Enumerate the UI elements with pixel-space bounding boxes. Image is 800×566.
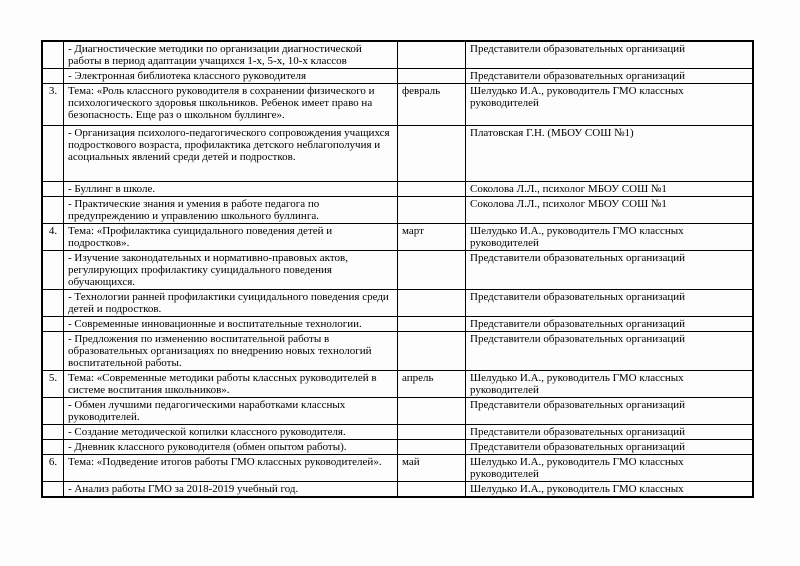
month-cell: апрель (398, 371, 466, 398)
month-cell (398, 126, 466, 182)
topic-cell: Тема: «Подведение итогов работы ГМО классных руководителей». (64, 455, 398, 482)
topic-cell: Тема: «Современные методики работы классных руководителей в системе воспитания школьников». (64, 371, 398, 398)
table-row (43, 317, 753, 332)
responsible-cell: Шелудько И.А., руководитель ГМО классных руководителей (466, 224, 753, 251)
topic-cell: - Современные инновационные и воспитательные технологии. (64, 317, 398, 332)
topic-cell: - Технологии ранней профилактики суицидального поведения среди детей и подростков. (64, 290, 398, 317)
table-row (43, 398, 753, 425)
row-number-cell (43, 290, 64, 317)
table-row (43, 440, 753, 455)
table-row (43, 371, 753, 398)
topic-cell: Тема: «Роль классного руководителя в сохранении физического и психологического здоровья школьников. Ребенок имеет право на безопасность. Еще раз о школьном буллинге». (64, 84, 398, 126)
month-cell (398, 482, 466, 497)
month-cell (398, 332, 466, 371)
responsible-cell: Представители образовательных организаций (466, 440, 753, 455)
table-row (43, 332, 753, 371)
row-number-cell (43, 332, 64, 371)
row-number-cell: 6. (43, 455, 64, 482)
row-number-cell (43, 182, 64, 197)
month-cell (398, 69, 466, 84)
table-row (43, 182, 753, 197)
responsible-cell: Платовская Г.Н. (МБОУ СОШ №1) (466, 126, 753, 182)
month-cell: май (398, 455, 466, 482)
month-cell (398, 440, 466, 455)
table-row (43, 224, 753, 251)
table-row (43, 197, 753, 224)
table-row (43, 290, 753, 317)
work-plan-table (42, 41, 753, 497)
month-cell (398, 197, 466, 224)
topic-cell: - Диагностические методики по организации диагностической работы в период адаптации учащихся 1-х, 5-х, 10-х классов (64, 42, 398, 69)
table-row (43, 455, 753, 482)
table-row (43, 84, 753, 126)
month-cell (398, 317, 466, 332)
month-cell (398, 425, 466, 440)
topic-cell: - Практические знания и умения в работе педагога по предупреждению и управлению школьного буллинга. (64, 197, 398, 224)
responsible-cell: Шелудько И.А., руководитель ГМО классных руководителей (466, 455, 753, 482)
row-number-cell: 5. (43, 371, 64, 398)
responsible-cell: Шелудько И.А., руководитель ГМО классных (466, 482, 753, 497)
month-cell (398, 182, 466, 197)
month-cell: февраль (398, 84, 466, 126)
table-row (43, 42, 753, 69)
responsible-cell: Шелудько И.А., руководитель ГМО классных руководителей (466, 371, 753, 398)
responsible-cell: Представители образовательных организаций (466, 425, 753, 440)
topic-cell: - Обмен лучшими педагогическими наработками классных руководителей. (64, 398, 398, 425)
responsible-cell: Представители образовательных организаций (466, 42, 753, 69)
month-cell (398, 42, 466, 69)
row-number-cell (43, 69, 64, 84)
month-cell (398, 251, 466, 290)
row-number-cell (43, 440, 64, 455)
responsible-cell: Представители образовательных организаций (466, 317, 753, 332)
row-number-cell (43, 126, 64, 182)
month-cell (398, 398, 466, 425)
topic-cell: Тема: «Профилактика суицидального поведения детей и подростков». (64, 224, 398, 251)
table-row (43, 126, 753, 182)
responsible-cell: Представители образовательных организаций (466, 69, 753, 84)
responsible-cell: Представители образовательных организаций (466, 332, 753, 371)
table-row (43, 69, 753, 84)
topic-cell: - Электронная библиотека классного руководителя (64, 69, 398, 84)
responsible-cell: Представители образовательных организаций (466, 290, 753, 317)
responsible-cell: Представители образовательных организаций (466, 398, 753, 425)
table-row (43, 482, 753, 497)
responsible-cell: Соколова Л.Л., психолог МБОУ СОШ №1 (466, 182, 753, 197)
row-number-cell (43, 42, 64, 69)
table-row (43, 425, 753, 440)
row-number-cell: 3. (43, 84, 64, 126)
month-cell (398, 290, 466, 317)
topic-cell: - Анализ работы ГМО за 2018-2019 учебный год. (64, 482, 398, 497)
topic-cell: - Организация психолого-педагогического сопровождения учащихся подросткового возраста, профилактика детского неблагополучия и асоциальных явлений среди детей и подростков. (64, 126, 398, 182)
topic-cell: - Создание методической копилки классного руководителя. (64, 425, 398, 440)
responsible-cell: Шелудько И.А., руководитель ГМО классных руководителей (466, 84, 753, 126)
topic-cell: - Дневник классного руководителя (обмен опытом работы). (64, 440, 398, 455)
month-cell: март (398, 224, 466, 251)
row-number-cell (43, 425, 64, 440)
row-number-cell (43, 197, 64, 224)
row-number-cell (43, 482, 64, 497)
responsible-cell: Соколова Л.Л., психолог МБОУ СОШ №1 (466, 197, 753, 224)
row-number-cell (43, 251, 64, 290)
row-number-cell: 4. (43, 224, 64, 251)
topic-cell: - Изучение законодательных и нормативно-правовых актов, регулирующих профилактику суицидального поведения обучающихся. (64, 251, 398, 290)
topic-cell: - Предложения по изменению воспитательной работы в образовательных организациях по внедрению новых технологий воспитательной работы. (64, 332, 398, 371)
row-number-cell (43, 398, 64, 425)
responsible-cell: Представители образовательных организаций (466, 251, 753, 290)
topic-cell: - Буллинг в школе. (64, 182, 398, 197)
row-number-cell (43, 317, 64, 332)
table-row (43, 251, 753, 290)
